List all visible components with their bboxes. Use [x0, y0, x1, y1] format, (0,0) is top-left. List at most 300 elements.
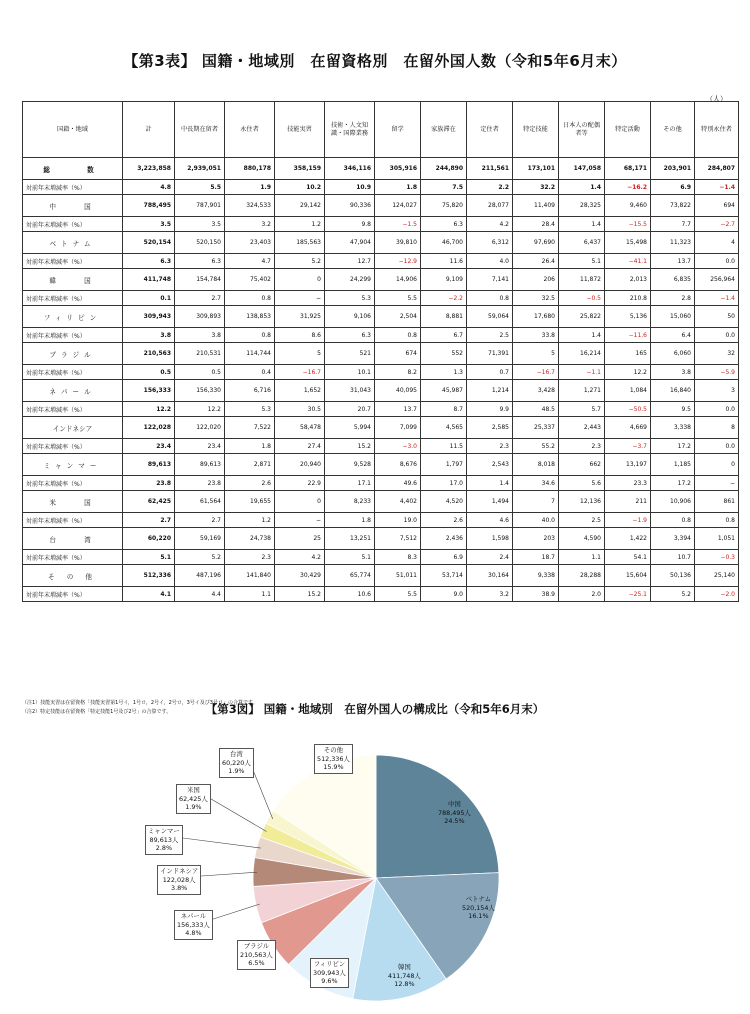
rate-cell: 2.6 [225, 476, 275, 491]
table-cell: 147,058 [559, 158, 605, 180]
rate-cell: 3.8 [175, 328, 225, 343]
table-cell: 45,987 [421, 380, 467, 402]
rate-cell: 4.2 [275, 550, 325, 565]
table-cell: 309,943 [123, 306, 175, 328]
table-cell: 97,690 [513, 232, 559, 254]
table-cell: 2,543 [467, 454, 513, 476]
rate-cell: 6.9 [651, 180, 695, 195]
table-cell: 520,154 [123, 232, 175, 254]
note-1: （注1）技能実習は在留資格「技能実習第1号イ，1号ロ，2号イ，2号ロ，3号イ及び3号ロ」の合算です。 [22, 700, 258, 706]
column-header: 技術・人文知識・国際業務 [325, 102, 375, 158]
rate-cell: 10.6 [325, 587, 375, 602]
rate-cell: −1.1 [559, 365, 605, 380]
table-cell: 2,443 [559, 417, 605, 439]
table-cell: 4,590 [559, 528, 605, 550]
rate-cell: 2.5 [559, 513, 605, 528]
page-title: 【第3表】 国籍・地域別 在留資格別 在留外国人数（令和5年6月末） [123, 52, 627, 70]
table-cell: 305,916 [375, 158, 421, 180]
table-cell: 3,394 [651, 528, 695, 550]
row-name: ブラジル [23, 343, 123, 365]
pie-label-pct: 24.5% [444, 817, 465, 825]
rate-cell: 2.6 [421, 513, 467, 528]
rate-cell: 2.8 [651, 291, 695, 306]
rate-cell: 5.2 [175, 550, 225, 565]
rate-cell: 12.2 [123, 402, 175, 417]
table-cell: 29,142 [275, 195, 325, 217]
rate-cell: 54.1 [605, 550, 651, 565]
table-cell: 141,840 [225, 565, 275, 587]
rate-cell: 3.8 [651, 365, 695, 380]
rate-cell: 6.3 [175, 254, 225, 269]
table-cell: 0 [695, 454, 739, 476]
rate-cell: 6.3 [325, 328, 375, 343]
row-name: 台 湾 [23, 528, 123, 550]
table-cell: 16,214 [559, 343, 605, 365]
rate-cell: 23.8 [123, 476, 175, 491]
table-cell: 7,141 [467, 269, 513, 291]
rate-cell: 5.1 [559, 254, 605, 269]
table-cell: 9,460 [605, 195, 651, 217]
rate-cell: 0.5 [123, 365, 175, 380]
pie-label-pct: 3.8% [171, 884, 188, 892]
table-cell: 3 [695, 380, 739, 402]
table-cell: 324,533 [225, 195, 275, 217]
rate-cell: 11.6 [421, 254, 467, 269]
table-cell: 211,561 [467, 158, 513, 180]
rate-label: 対前年末増減率（%） [23, 550, 123, 565]
rate-cell: −12.9 [375, 254, 421, 269]
table-cell: 3,338 [651, 417, 695, 439]
table-cell: 9,106 [325, 306, 375, 328]
table-cell: 2,871 [225, 454, 275, 476]
pie-label-value_label: 520,154人 [462, 903, 495, 912]
pie-label-value_label: 122,028人 [162, 875, 196, 884]
rate-cell: 2.5 [467, 328, 513, 343]
pie-label-3 [310, 958, 349, 988]
table-cell: 114,744 [225, 343, 275, 365]
rate-cell: 38.9 [513, 587, 559, 602]
table-cell: 19,655 [225, 491, 275, 513]
rate-cell: 5.3 [225, 402, 275, 417]
table-cell: 3,223,858 [123, 158, 175, 180]
table-cell: 3,428 [513, 380, 559, 402]
table-cell: 1,084 [605, 380, 651, 402]
rate-cell: 13.7 [375, 402, 421, 417]
table-cell: 13,251 [325, 528, 375, 550]
table-cell: 8,881 [421, 306, 467, 328]
rate-cell: 12.2 [605, 365, 651, 380]
column-header: 中長期在留者 [175, 102, 225, 158]
table-cell: 411,748 [123, 269, 175, 291]
table-cell: 15,060 [651, 306, 695, 328]
pie-label-name: 中国 [448, 800, 461, 808]
note-2: （注2）特定技能は在留資格「特定技能1号及び2号」の合算です。 [22, 709, 172, 715]
table-cell: 346,116 [325, 158, 375, 180]
rate-cell: 22.9 [275, 476, 325, 491]
table-cell: 8,676 [375, 454, 421, 476]
rate-cell: 40.0 [513, 513, 559, 528]
row-name: そ の 他 [23, 565, 123, 587]
table-cell: 28,288 [559, 565, 605, 587]
pie-label-value_label: 89,613人 [149, 835, 179, 844]
table-cell: 788,495 [123, 195, 175, 217]
rate-label: 対前年末増減率（%） [23, 513, 123, 528]
row-name: 韓 国 [23, 269, 123, 291]
row-name: ネパール [23, 380, 123, 402]
table-cell: 15,604 [605, 565, 651, 587]
rate-cell: −25.1 [605, 587, 651, 602]
table-cell: 53,714 [421, 565, 467, 587]
table-cell: 46,700 [421, 232, 467, 254]
rate-cell: 23.4 [175, 439, 225, 454]
column-header: 日本人の配偶者等 [559, 102, 605, 158]
column-header: 計 [123, 102, 175, 158]
rate-cell: −5.9 [695, 365, 739, 380]
table-cell: 156,330 [175, 380, 225, 402]
column-header: 定住者 [467, 102, 513, 158]
rate-cell: 5.5 [375, 587, 421, 602]
table-cell: 122,028 [123, 417, 175, 439]
rate-cell: 23.3 [605, 476, 651, 491]
rate-cell: 4.6 [467, 513, 513, 528]
leader-line-7 [175, 837, 261, 848]
rate-cell: 8.2 [375, 365, 421, 380]
rate-cell: 55.2 [513, 439, 559, 454]
table-cell: 2,013 [605, 269, 651, 291]
table-cell: 6,716 [225, 380, 275, 402]
pie-label-value_label: 62,425人 [179, 794, 208, 803]
rate-cell: 2.2 [467, 180, 513, 195]
rate-cell: 4.8 [123, 180, 175, 195]
table-cell: 12,136 [559, 491, 605, 513]
table-cell: 25,140 [695, 565, 739, 587]
rate-cell: 6.9 [421, 550, 467, 565]
table-cell: 2,585 [467, 417, 513, 439]
rate-cell: 32.2 [513, 180, 559, 195]
pie-label-pct: 15.9% [323, 763, 344, 771]
pie-label-value_label: 788,495人 [438, 808, 471, 817]
column-header: 国籍・地域 [23, 102, 123, 158]
rate-cell: 1.2 [225, 513, 275, 528]
rate-cell: 5.1 [123, 550, 175, 565]
table-cell: 75,402 [225, 269, 275, 291]
table-cell: 662 [559, 454, 605, 476]
rate-cell: 0.7 [467, 365, 513, 380]
rate-cell: 5.5 [175, 180, 225, 195]
table-cell: 674 [375, 343, 421, 365]
table-cell: 5,136 [605, 306, 651, 328]
rate-cell: 4.4 [175, 587, 225, 602]
table-cell: 7,522 [225, 417, 275, 439]
table-cell: 520,150 [175, 232, 225, 254]
table-cell: 23,403 [225, 232, 275, 254]
table-cell: 39,810 [375, 232, 421, 254]
table-cell: 17,680 [513, 306, 559, 328]
table-cell: 9,528 [325, 454, 375, 476]
unit-label: （人） [706, 95, 727, 103]
table-cell: 89,613 [175, 454, 225, 476]
rate-cell: 26.4 [513, 254, 559, 269]
table-cell: 59,064 [467, 306, 513, 328]
rate-cell: 3.8 [123, 328, 175, 343]
table-cell: 0 [275, 269, 325, 291]
table-cell: 73,822 [651, 195, 695, 217]
pie-label-name: ブラジル [243, 942, 270, 950]
table-cell: 1,652 [275, 380, 325, 402]
rate-cell: 7.5 [421, 180, 467, 195]
table-cell: 4,402 [375, 491, 421, 513]
row-name: 中 国 [23, 195, 123, 217]
rate-cell: 4.7 [225, 254, 275, 269]
column-header: 特定技能 [513, 102, 559, 158]
table-cell: 61,564 [175, 491, 225, 513]
pie-label-8 [176, 784, 211, 814]
table-cell: 31,925 [275, 306, 325, 328]
rate-cell: 19.0 [375, 513, 421, 528]
table-cell: 68,171 [605, 158, 651, 180]
table-cell: 30,429 [275, 565, 325, 587]
rate-cell: 13.7 [651, 254, 695, 269]
table-cell: 24,738 [225, 528, 275, 550]
table-cell: 75,820 [421, 195, 467, 217]
table-cell: 4 [695, 232, 739, 254]
rate-cell: 34.6 [513, 476, 559, 491]
table-cell: 25,822 [559, 306, 605, 328]
row-name: 総 数 [23, 158, 123, 180]
rate-cell: −11.6 [605, 328, 651, 343]
table-cell: 24,299 [325, 269, 375, 291]
rate-cell: 4.0 [467, 254, 513, 269]
pie-label-name: 韓国 [398, 963, 411, 971]
table-cell: 185,563 [275, 232, 325, 254]
rate-cell: 12.2 [175, 402, 225, 417]
rate-cell: 17.2 [651, 476, 695, 491]
table-cell: 50 [695, 306, 739, 328]
table-cell: 210,531 [175, 343, 225, 365]
table-cell: 51,011 [375, 565, 421, 587]
pie-label-name: 米国 [186, 786, 200, 794]
table-cell: 71,391 [467, 343, 513, 365]
table-cell: 31,043 [325, 380, 375, 402]
table-cell: 1,185 [651, 454, 695, 476]
column-header: 特別永住者 [695, 102, 739, 158]
table-cell: 62,425 [123, 491, 175, 513]
table-cell: 8,233 [325, 491, 375, 513]
rate-label: 対前年末増減率（%） [23, 254, 123, 269]
rate-cell: 210.8 [605, 291, 651, 306]
table-cell: 6,060 [651, 343, 695, 365]
table-cell: 358,159 [275, 158, 325, 180]
rate-label: 対前年末増減率（%） [23, 587, 123, 602]
table-cell: 210,563 [123, 343, 175, 365]
pie-label-pct: 4.8% [185, 929, 202, 937]
rate-cell: − [695, 476, 739, 491]
pie-label-name: その他 [323, 746, 343, 754]
rate-cell: 0.1 [123, 291, 175, 306]
table-cell: 203 [513, 528, 559, 550]
rate-cell: 1.1 [559, 550, 605, 565]
rate-cell: 0.8 [225, 328, 275, 343]
rate-cell: −0.3 [695, 550, 739, 565]
rate-cell: 3.2 [225, 217, 275, 232]
table-cell: 309,893 [175, 306, 225, 328]
table-cell: 90,336 [325, 195, 375, 217]
rate-cell: 17.0 [421, 476, 467, 491]
rate-cell: 48.5 [513, 402, 559, 417]
pie-label-10 [314, 744, 353, 774]
table-cell: 25,337 [513, 417, 559, 439]
column-header: その他 [651, 102, 695, 158]
rate-cell: −3.7 [605, 439, 651, 454]
table-cell: 203,901 [651, 158, 695, 180]
rate-cell: 3.5 [123, 217, 175, 232]
rate-cell: 9.9 [467, 402, 513, 417]
rate-cell: 10.1 [325, 365, 375, 380]
pie-label-pct: 1.9% [228, 767, 245, 775]
table-cell: 11,872 [559, 269, 605, 291]
table-cell: 10,906 [651, 491, 695, 513]
pie-label-value_label: 60,220人 [222, 758, 251, 767]
table-cell: 25 [275, 528, 325, 550]
rate-cell: 2.4 [467, 550, 513, 565]
table-cell: 138,853 [225, 306, 275, 328]
pie-label-pct: 16.1% [468, 912, 489, 920]
pie-label-name: 台湾 [229, 750, 243, 758]
table-cell: 47,904 [325, 232, 375, 254]
rate-cell: 5.1 [325, 550, 375, 565]
rate-cell: 0.0 [695, 254, 739, 269]
table-cell: 6,835 [651, 269, 695, 291]
table-cell: 20,940 [275, 454, 325, 476]
table-cell: 0 [275, 491, 325, 513]
rate-cell: 1.3 [421, 365, 467, 380]
table-cell: 861 [695, 491, 739, 513]
table-cell: 40,095 [375, 380, 421, 402]
rate-cell: 2.0 [559, 587, 605, 602]
column-header: 家族滞在 [421, 102, 467, 158]
pie-label-0 [438, 800, 471, 826]
pie-label-name: ベトナム [465, 895, 492, 903]
column-header: 特定活動 [605, 102, 651, 158]
rate-label: 対前年末増減率（%） [23, 180, 123, 195]
rate-cell: 1.4 [559, 180, 605, 195]
table-cell: 11,323 [651, 232, 695, 254]
table-cell: 7,512 [375, 528, 421, 550]
pie-label-pct: 9.6% [321, 977, 338, 985]
rate-cell: 18.7 [513, 550, 559, 565]
rate-cell: 15.2 [325, 439, 375, 454]
row-name: ベトナム [23, 232, 123, 254]
rate-cell: −0.5 [559, 291, 605, 306]
rate-label: 対前年末増減率（%） [23, 476, 123, 491]
rate-cell: 6.3 [123, 254, 175, 269]
column-header: 留学 [375, 102, 421, 158]
table-cell: 211 [605, 491, 651, 513]
column-header: 技能実習 [275, 102, 325, 158]
rate-cell: −15.5 [605, 217, 651, 232]
table-cell: 787,901 [175, 195, 225, 217]
table-cell: 8,018 [513, 454, 559, 476]
table-cell: 124,027 [375, 195, 421, 217]
pie-label-pct: 1.9% [185, 803, 202, 811]
row-name: フィリピン [23, 306, 123, 328]
table-cell: 173,101 [513, 158, 559, 180]
table-cell: 165 [605, 343, 651, 365]
table-cell: 89,613 [123, 454, 175, 476]
table-cell: 28,077 [467, 195, 513, 217]
pie-label-name: ネパール [180, 912, 207, 920]
rate-cell: 0.0 [695, 328, 739, 343]
pie-label-name: ミャンマー [148, 827, 180, 835]
row-name: インドネシア [23, 417, 123, 439]
table-cell: 60,220 [123, 528, 175, 550]
rate-cell: 0.8 [375, 328, 421, 343]
table-cell: 206 [513, 269, 559, 291]
table-cell: 50,136 [651, 565, 695, 587]
rate-cell: −1.4 [695, 291, 739, 306]
table-cell: 59,169 [175, 528, 225, 550]
rate-label: 対前年末増減率（%） [23, 439, 123, 454]
rate-cell: 6.4 [651, 328, 695, 343]
rate-cell: 27.4 [275, 439, 325, 454]
rate-cell: 15.2 [275, 587, 325, 602]
rate-cell: 28.4 [513, 217, 559, 232]
rate-cell: 0.4 [225, 365, 275, 380]
pie-label-value_label: 156,333人 [177, 920, 210, 929]
table-cell: 5 [275, 343, 325, 365]
row-name: 米 国 [23, 491, 123, 513]
rate-cell: 11.5 [421, 439, 467, 454]
table-cell: 6,437 [559, 232, 605, 254]
table-cell: 2,436 [421, 528, 467, 550]
rate-cell: 8.3 [375, 550, 421, 565]
rate-cell: 1.4 [467, 476, 513, 491]
pie-label-7 [145, 825, 183, 855]
rate-cell: 6.3 [421, 217, 467, 232]
table-cell: 16,840 [651, 380, 695, 402]
rate-cell: −16.7 [275, 365, 325, 380]
rate-cell: −1.5 [375, 217, 421, 232]
rate-cell: 10.9 [325, 180, 375, 195]
rate-cell: 2.7 [123, 513, 175, 528]
table-cell: 154,784 [175, 269, 225, 291]
rate-cell: 1.1 [225, 587, 275, 602]
rate-cell: 6.7 [421, 328, 467, 343]
rate-cell: 2.7 [175, 291, 225, 306]
rate-cell: 2.3 [225, 550, 275, 565]
rate-cell: 1.8 [225, 439, 275, 454]
rate-cell: 1.8 [375, 180, 421, 195]
row-name: ミャンマー [23, 454, 123, 476]
rate-cell: 5.7 [559, 402, 605, 417]
pie-label-value_label: 210,563人 [240, 950, 273, 959]
rate-cell: 2.3 [559, 439, 605, 454]
table-cell: 5 [513, 343, 559, 365]
table-cell: 15,498 [605, 232, 651, 254]
table-cell: 13,197 [605, 454, 651, 476]
table-cell: 8 [695, 417, 739, 439]
rate-cell: −3.0 [375, 439, 421, 454]
rate-cell: 0.8 [651, 513, 695, 528]
pie-label-name: インドネシア [160, 867, 199, 875]
rate-cell: −41.1 [605, 254, 651, 269]
rate-cell: − [275, 513, 325, 528]
table-cell: 694 [695, 195, 739, 217]
rate-label: 対前年末増減率（%） [23, 328, 123, 343]
rate-cell: 10.7 [651, 550, 695, 565]
table-cell: 30,164 [467, 565, 513, 587]
table-cell: 1,797 [421, 454, 467, 476]
